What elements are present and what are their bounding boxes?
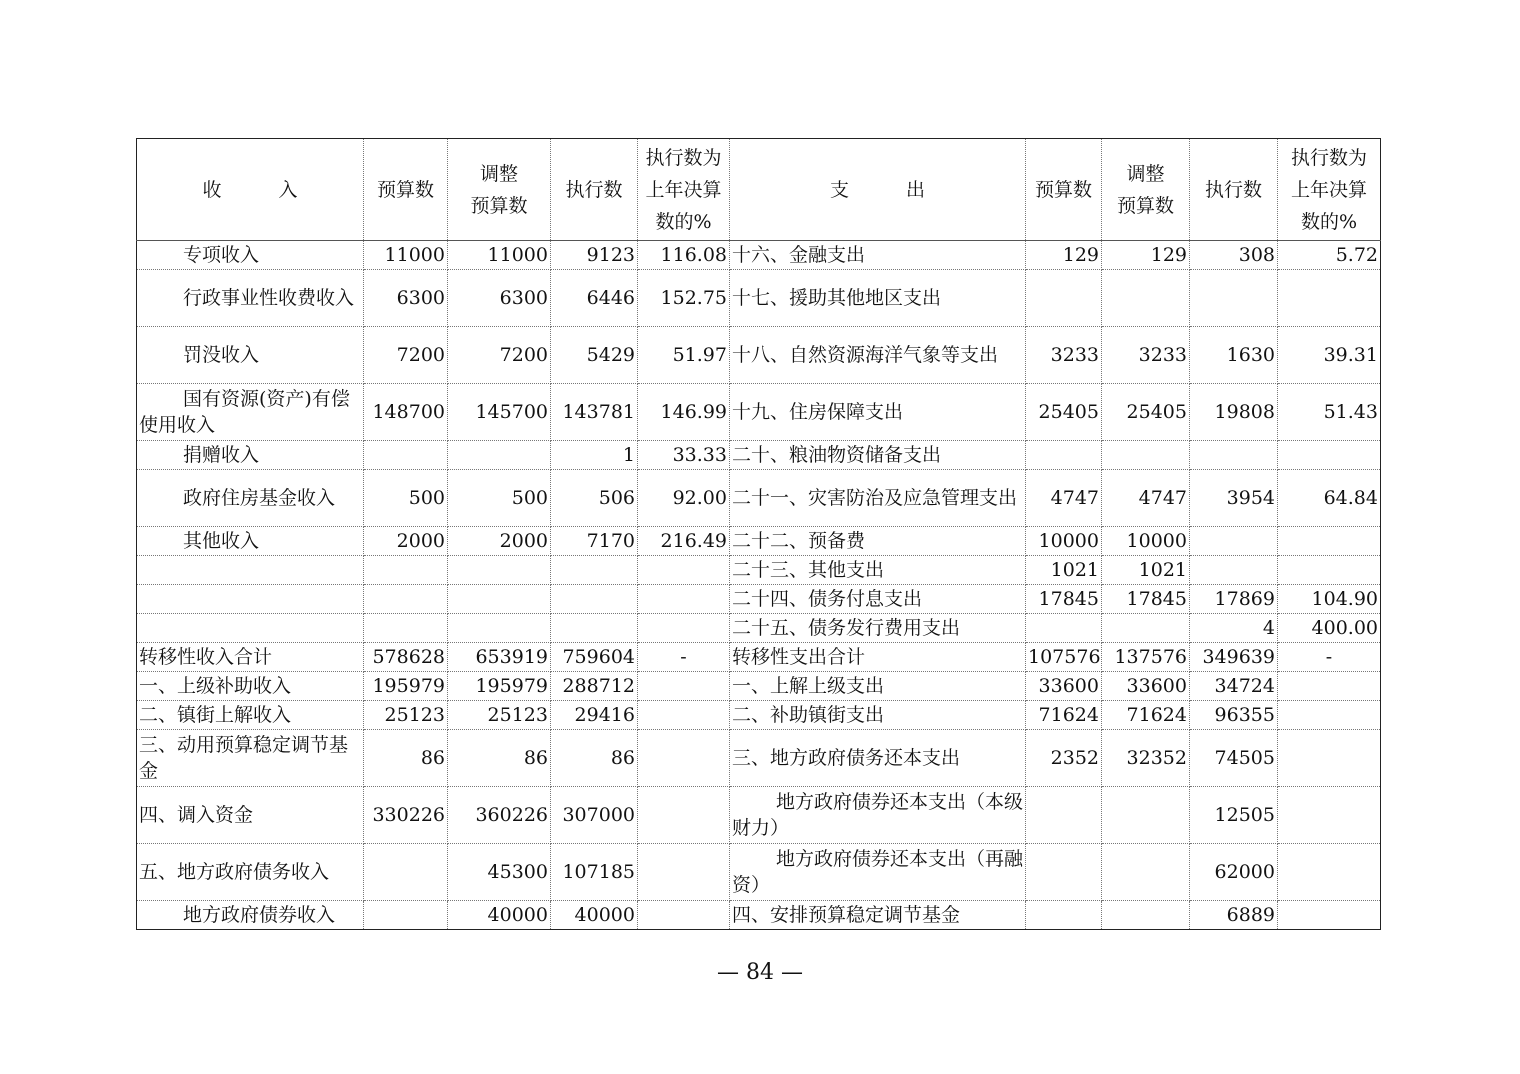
income-adjusted (448, 556, 551, 585)
expense-ratio (1278, 787, 1381, 844)
expense-budget: 3233 (1026, 327, 1102, 384)
expense-adjusted: 1021 (1102, 556, 1190, 585)
income-label: 专项收入 (137, 241, 364, 270)
expense-adjusted: 17845 (1102, 585, 1190, 614)
table-row (137, 241, 1381, 270)
income-executed (551, 585, 638, 614)
income-budget: 330226 (364, 787, 448, 844)
expense-budget: 4747 (1026, 470, 1102, 527)
expense-adjusted: 25405 (1102, 384, 1190, 441)
income-adjusted: 2000 (448, 527, 551, 556)
income-executed (551, 614, 638, 643)
income-budget: 6300 (364, 270, 448, 327)
income-executed: 107185 (551, 844, 638, 901)
income-budget (364, 844, 448, 901)
expense-ratio (1278, 672, 1381, 701)
expense-executed: 74505 (1190, 730, 1278, 787)
expense-label: 地方政府债券还本支出（再融资） (730, 844, 1026, 901)
income-adjusted: 86 (448, 730, 551, 787)
expense-adjusted (1102, 270, 1190, 327)
table-row (137, 701, 1381, 730)
income-budget (364, 585, 448, 614)
expense-adjusted: 137576 (1102, 643, 1190, 672)
expense-label: 二十五、债务发行费用支出 (730, 614, 1026, 643)
income-label (137, 585, 364, 614)
expense-executed (1190, 556, 1278, 585)
table-row (137, 787, 1381, 844)
table-row (137, 643, 1381, 672)
expense-ratio (1278, 844, 1381, 901)
income-label: 捐赠收入 (137, 441, 364, 470)
table-row (137, 527, 1381, 556)
income-adjusted: 40000 (448, 901, 551, 930)
expense-label: 地方政府债券还本支出（本级财力） (730, 787, 1026, 844)
page-number: — 84 — (717, 960, 803, 985)
income-ratio: - (638, 643, 730, 672)
income-ratio (638, 556, 730, 585)
expense-ratio (1278, 730, 1381, 787)
income-adjusted: 360226 (448, 787, 551, 844)
expense-ratio: 51.43 (1278, 384, 1381, 441)
income-ratio (638, 901, 730, 930)
expense-adjusted (1102, 901, 1190, 930)
expense-executed: 12505 (1190, 787, 1278, 844)
expense-executed: 17869 (1190, 585, 1278, 614)
income-adjusted: 6300 (448, 270, 551, 327)
income-label: 罚没收入 (137, 327, 364, 384)
income-adjusted: 7200 (448, 327, 551, 384)
expense-adjusted: 10000 (1102, 527, 1190, 556)
expense-ratio (1278, 441, 1381, 470)
expense-ratio: - (1278, 643, 1381, 672)
income-label: 一、上级补助收入 (137, 672, 364, 701)
table-row (137, 384, 1381, 441)
expense-label: 转移性支出合计 (730, 643, 1026, 672)
expense-adjusted: 4747 (1102, 470, 1190, 527)
expense-executed: 62000 (1190, 844, 1278, 901)
expense-label: 十七、援助其他地区支出 (730, 270, 1026, 327)
income-adjusted: 45300 (448, 844, 551, 901)
expense-executed: 34724 (1190, 672, 1278, 701)
expense-adjusted (1102, 787, 1190, 844)
income-executed: 143781 (551, 384, 638, 441)
expense-adjusted (1102, 844, 1190, 901)
expense-executed: 308 (1190, 241, 1278, 270)
income-executed: 9123 (551, 241, 638, 270)
income-label: 三、动用预算稳定调节基金 (137, 730, 364, 787)
income-adjusted (448, 585, 551, 614)
budget-table (136, 138, 1381, 930)
expense-ratio (1278, 701, 1381, 730)
expense-label: 十九、住房保障支出 (730, 384, 1026, 441)
income-adjusted (448, 441, 551, 470)
income-budget (364, 556, 448, 585)
header-expense-executed: 执行数 (1190, 139, 1278, 241)
expense-executed: 349639 (1190, 643, 1278, 672)
expense-ratio: 5.72 (1278, 241, 1381, 270)
income-executed: 288712 (551, 672, 638, 701)
expense-adjusted: 129 (1102, 241, 1190, 270)
header-expense-adjusted: 调整 预算数 (1102, 139, 1190, 241)
income-ratio (638, 787, 730, 844)
income-budget (364, 614, 448, 643)
expense-budget: 71624 (1026, 701, 1102, 730)
expense-executed: 4 (1190, 614, 1278, 643)
table-row (137, 730, 1381, 787)
expense-ratio (1278, 527, 1381, 556)
income-ratio: 33.33 (638, 441, 730, 470)
header-expense: 支 出 (730, 139, 1026, 241)
income-label: 四、调入资金 (137, 787, 364, 844)
expense-label: 二、补助镇街支出 (730, 701, 1026, 730)
income-budget: 7200 (364, 327, 448, 384)
table-row (137, 585, 1381, 614)
income-executed: 86 (551, 730, 638, 787)
expense-ratio: 64.84 (1278, 470, 1381, 527)
income-budget: 25123 (364, 701, 448, 730)
income-label: 五、地方政府债务收入 (137, 844, 364, 901)
expense-executed (1190, 270, 1278, 327)
income-budget (364, 901, 448, 930)
income-budget: 500 (364, 470, 448, 527)
expense-budget: 1021 (1026, 556, 1102, 585)
expense-ratio: 39.31 (1278, 327, 1381, 384)
income-budget: 2000 (364, 527, 448, 556)
expense-budget (1026, 614, 1102, 643)
expense-adjusted: 71624 (1102, 701, 1190, 730)
table-row (137, 672, 1381, 701)
income-ratio (638, 585, 730, 614)
income-ratio: 51.97 (638, 327, 730, 384)
income-label: 地方政府债券收入 (137, 901, 364, 930)
expense-label: 二十三、其他支出 (730, 556, 1026, 585)
income-adjusted: 653919 (448, 643, 551, 672)
income-budget: 195979 (364, 672, 448, 701)
expense-executed: 6889 (1190, 901, 1278, 930)
expense-budget: 17845 (1026, 585, 1102, 614)
expense-budget: 25405 (1026, 384, 1102, 441)
expense-executed: 1630 (1190, 327, 1278, 384)
table-row (137, 614, 1381, 643)
expense-executed: 3954 (1190, 470, 1278, 527)
income-executed: 1 (551, 441, 638, 470)
income-ratio: 92.00 (638, 470, 730, 527)
expense-executed (1190, 441, 1278, 470)
income-budget: 578628 (364, 643, 448, 672)
income-label: 二、镇街上解收入 (137, 701, 364, 730)
income-ratio (638, 701, 730, 730)
expense-adjusted (1102, 441, 1190, 470)
expense-executed: 19808 (1190, 384, 1278, 441)
budget-table-container (136, 138, 1380, 930)
header-expense-budget: 预算数 (1026, 139, 1102, 241)
table-row (137, 901, 1381, 930)
expense-label: 二十二、预备费 (730, 527, 1026, 556)
income-executed: 6446 (551, 270, 638, 327)
income-label (137, 614, 364, 643)
table-header-row (137, 139, 1381, 241)
expense-budget (1026, 441, 1102, 470)
income-adjusted (448, 614, 551, 643)
income-label: 国有资源(资产)有偿使用收入 (137, 384, 364, 441)
expense-ratio (1278, 901, 1381, 930)
table-row (137, 270, 1381, 327)
income-ratio (638, 614, 730, 643)
income-label: 转移性收入合计 (137, 643, 364, 672)
expense-ratio: 104.90 (1278, 585, 1381, 614)
expense-label: 二十四、债务付息支出 (730, 585, 1026, 614)
income-executed: 29416 (551, 701, 638, 730)
income-executed (551, 556, 638, 585)
income-budget: 86 (364, 730, 448, 787)
header-income-adjusted: 调整 预算数 (448, 139, 551, 241)
expense-budget (1026, 901, 1102, 930)
income-ratio: 116.08 (638, 241, 730, 270)
income-executed: 7170 (551, 527, 638, 556)
header-expense-ratio: 执行数为 上年决算 数的% (1278, 139, 1381, 241)
income-budget (364, 441, 448, 470)
expense-budget: 107576 (1026, 643, 1102, 672)
expense-label: 三、地方政府债务还本支出 (730, 730, 1026, 787)
income-ratio: 152.75 (638, 270, 730, 327)
income-budget: 11000 (364, 241, 448, 270)
income-adjusted: 195979 (448, 672, 551, 701)
income-executed: 307000 (551, 787, 638, 844)
header-income-executed: 执行数 (551, 139, 638, 241)
header-income-budget: 预算数 (364, 139, 448, 241)
expense-executed: 96355 (1190, 701, 1278, 730)
income-executed: 40000 (551, 901, 638, 930)
income-adjusted: 25123 (448, 701, 551, 730)
income-budget: 148700 (364, 384, 448, 441)
income-label: 政府住房基金收入 (137, 470, 364, 527)
expense-label: 十八、自然资源海洋气象等支出 (730, 327, 1026, 384)
table-row (137, 844, 1381, 901)
header-income-ratio: 执行数为 上年决算 数的% (638, 139, 730, 241)
expense-adjusted: 3233 (1102, 327, 1190, 384)
header-income: 收 入 (137, 139, 364, 241)
expense-label: 二十一、灾害防治及应急管理支出 (730, 470, 1026, 527)
income-adjusted: 145700 (448, 384, 551, 441)
table-row (137, 441, 1381, 470)
expense-ratio (1278, 556, 1381, 585)
expense-budget: 2352 (1026, 730, 1102, 787)
income-executed: 5429 (551, 327, 638, 384)
expense-budget (1026, 787, 1102, 844)
expense-budget: 33600 (1026, 672, 1102, 701)
income-adjusted: 11000 (448, 241, 551, 270)
expense-adjusted: 32352 (1102, 730, 1190, 787)
expense-label: 四、安排预算稳定调节基金 (730, 901, 1026, 930)
income-label: 其他收入 (137, 527, 364, 556)
expense-budget: 129 (1026, 241, 1102, 270)
expense-adjusted (1102, 614, 1190, 643)
income-executed: 759604 (551, 643, 638, 672)
expense-label: 一、上解上级支出 (730, 672, 1026, 701)
table-row (137, 470, 1381, 527)
income-ratio: 216.49 (638, 527, 730, 556)
table-row (137, 556, 1381, 585)
expense-executed (1190, 527, 1278, 556)
income-ratio: 146.99 (638, 384, 730, 441)
income-executed: 506 (551, 470, 638, 527)
expense-label: 十六、金融支出 (730, 241, 1026, 270)
income-ratio (638, 844, 730, 901)
table-row (137, 327, 1381, 384)
expense-budget (1026, 270, 1102, 327)
income-ratio (638, 730, 730, 787)
income-adjusted: 500 (448, 470, 551, 527)
expense-label: 二十、粮油物资储备支出 (730, 441, 1026, 470)
expense-budget: 10000 (1026, 527, 1102, 556)
income-label: 行政事业性收费收入 (137, 270, 364, 327)
expense-ratio: 400.00 (1278, 614, 1381, 643)
expense-adjusted: 33600 (1102, 672, 1190, 701)
income-ratio (638, 672, 730, 701)
expense-ratio (1278, 270, 1381, 327)
income-label (137, 556, 364, 585)
expense-budget (1026, 844, 1102, 901)
